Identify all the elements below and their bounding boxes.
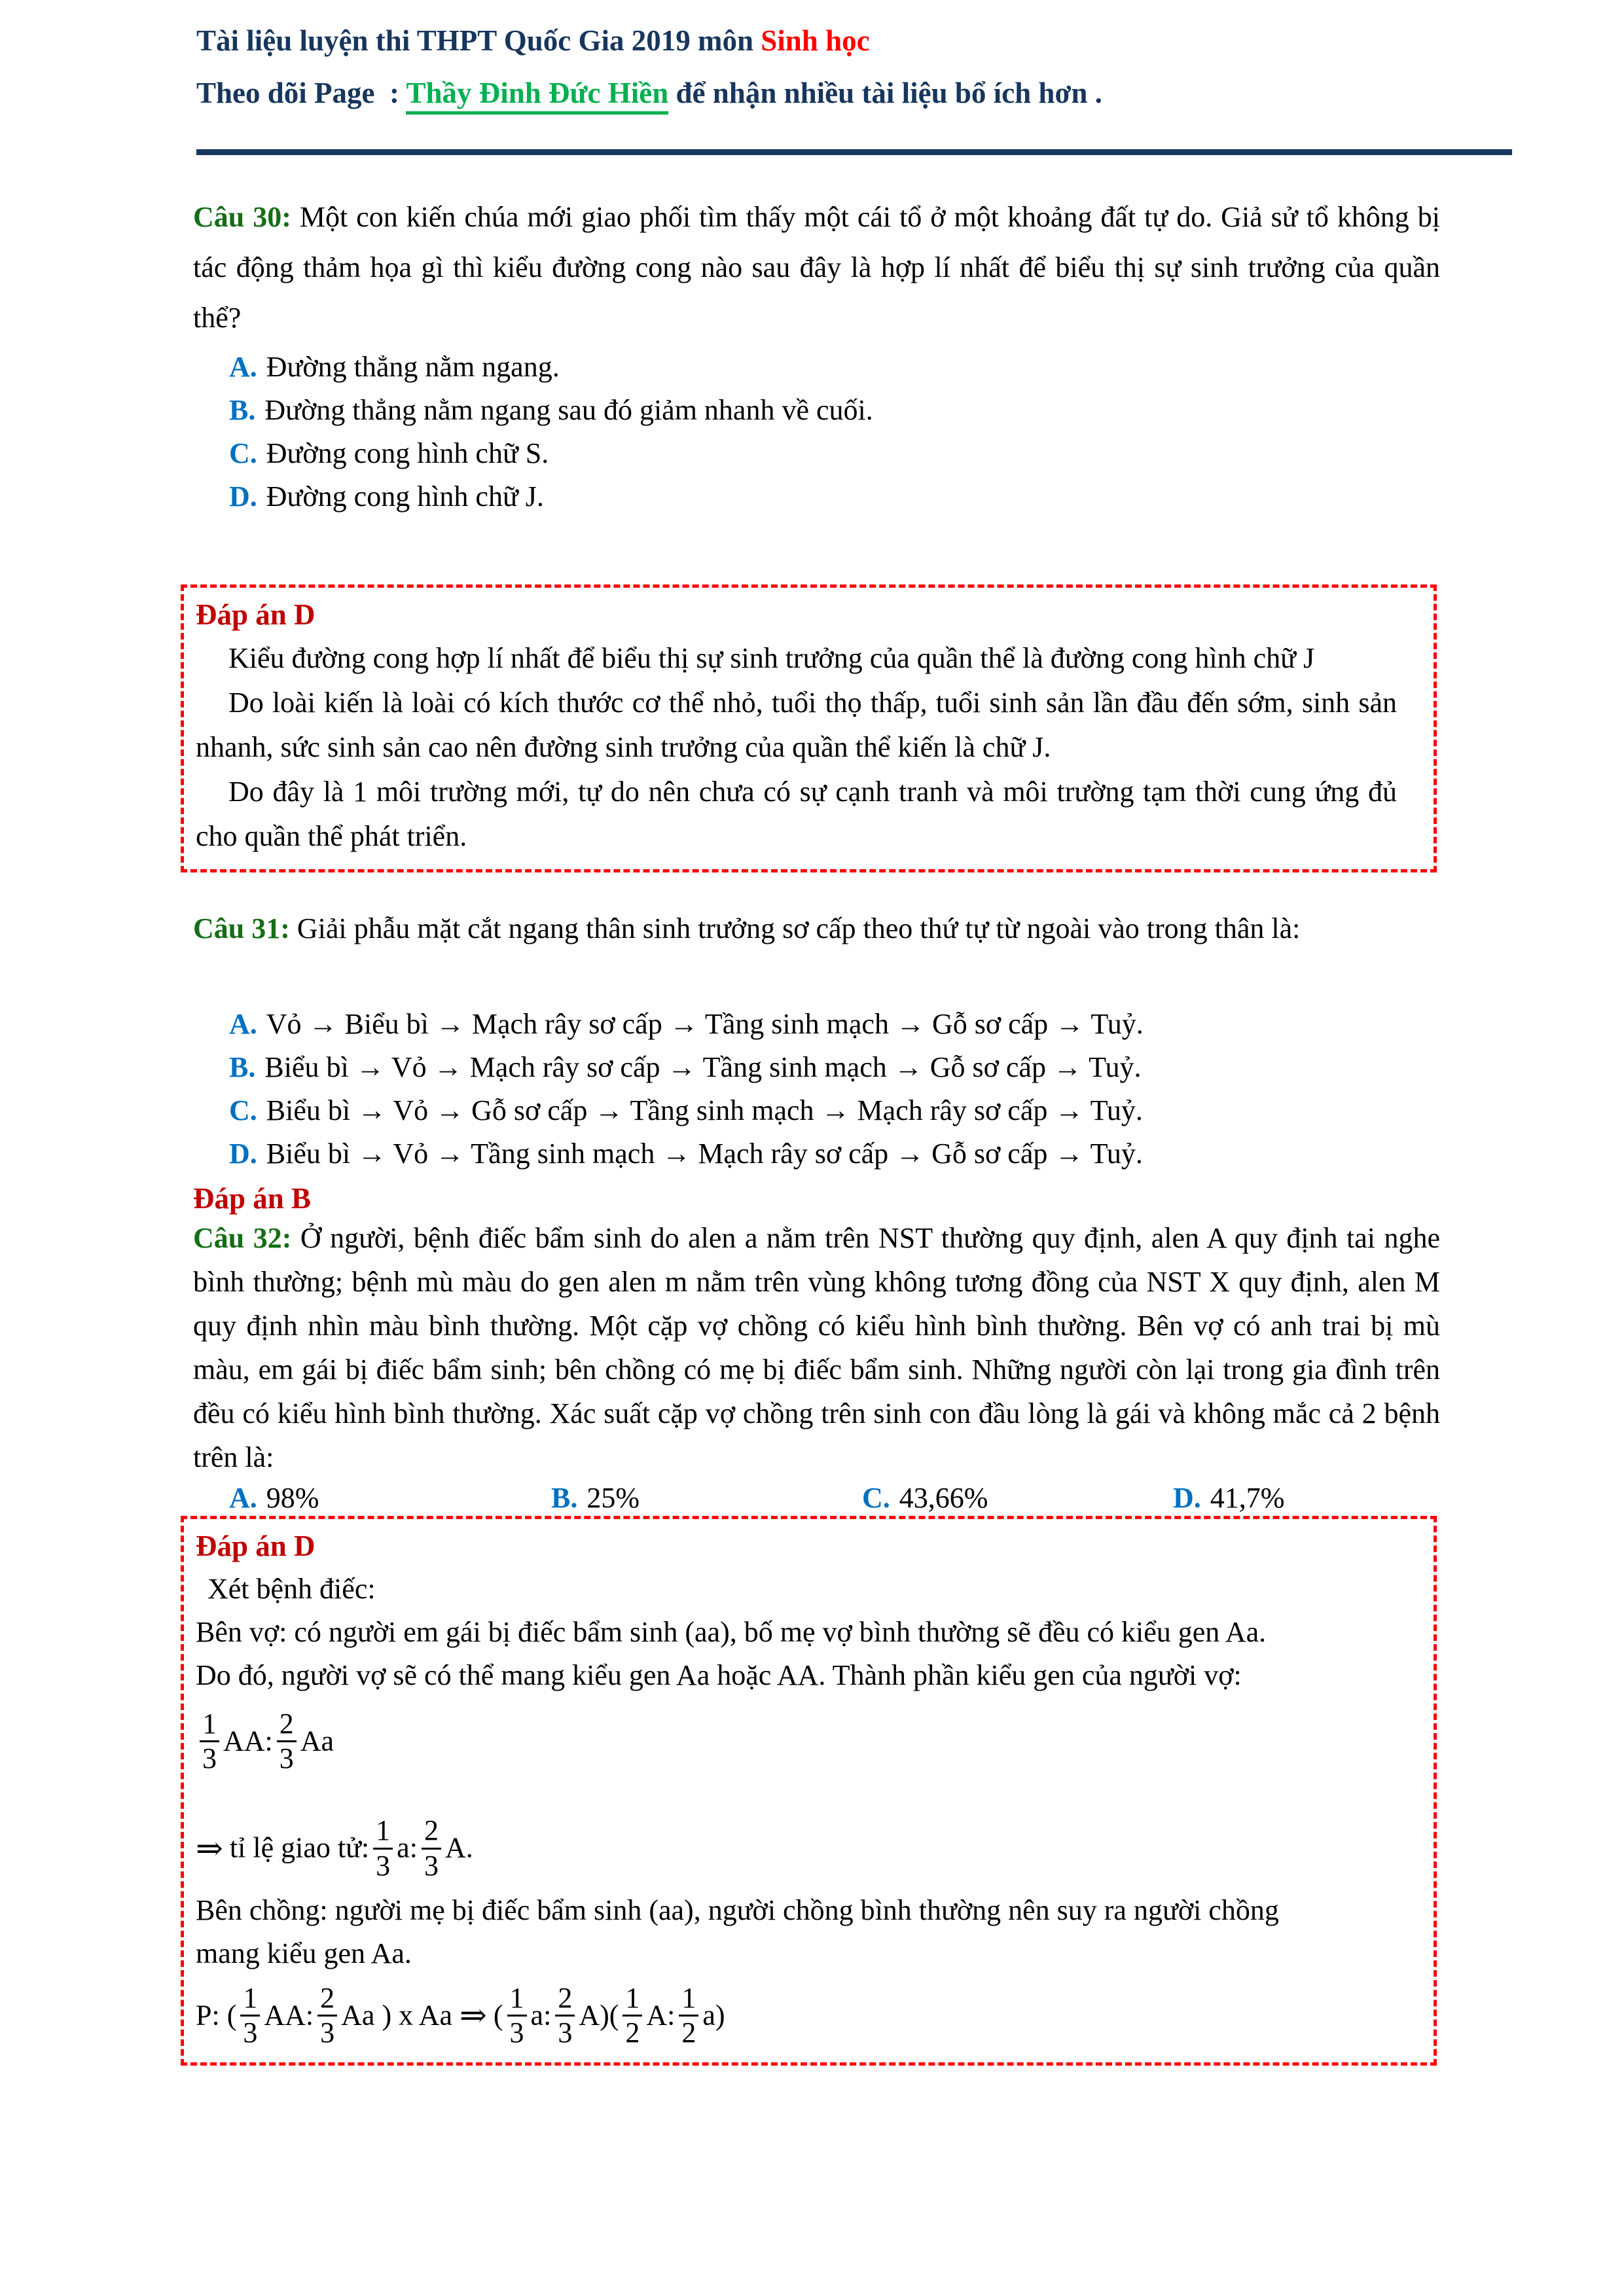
fraction-numerator: 1 bbox=[625, 1981, 640, 2014]
option-letter: B. bbox=[229, 1051, 256, 1083]
fraction bbox=[200, 1709, 219, 1774]
question-31-option-c bbox=[229, 1089, 1440, 1132]
answer-32-wife-line-1: Bên vợ: có người em gái bị điếc bẩm sinh (aa), bố mẹ vợ bình thường sẽ đều có kiểu gen Aa. bbox=[196, 1616, 1267, 1648]
formula-text: A)( bbox=[579, 1999, 619, 2032]
follow-page-prefix: Theo dõi Page : bbox=[196, 77, 406, 109]
fraction-numerator: 1 bbox=[376, 1814, 391, 1847]
fraction-denominator: 3 bbox=[277, 1740, 297, 1774]
option-letter: D. bbox=[229, 1138, 257, 1170]
option-letter: B. bbox=[551, 1482, 578, 1514]
option-text: Biểu bì → Vỏ → Gỗ sơ cấp → Tầng sinh mạch → Mạch rây sơ cấp → Tuỷ. bbox=[266, 1094, 1143, 1126]
answer-30-paragraph-2: Do loài kiến là loài có kích thước cơ thể nhỏ, tuổi thọ thấp, tuổi sinh sản lần đầu đến sớm, sinh sản nhanh, sức sinh sản cao nên đường sinh trưởng của quần thể kiến là chữ J. bbox=[196, 687, 1397, 763]
fraction-denominator: 3 bbox=[373, 1848, 393, 1881]
question-30-option-c bbox=[229, 432, 1440, 475]
question-30 bbox=[193, 192, 1440, 343]
formula-text: ( bbox=[493, 1999, 503, 2032]
fraction-denominator: 3 bbox=[200, 1740, 219, 1774]
wife-genotype-formula bbox=[196, 1701, 1397, 1778]
answer-32-intro: Xét bệnh điếc: bbox=[208, 1573, 376, 1605]
question-32-option-b bbox=[551, 1477, 640, 1520]
option-letter: C. bbox=[862, 1482, 890, 1514]
answer-30-paragraph-3: Do đây là 1 môi trường mới, tự do nên chưa có sự cạnh tranh và môi trường tạm thời cung ứng đủ cho quần thể phát triển. bbox=[196, 776, 1397, 852]
answer-30-label: Đáp án D bbox=[196, 598, 316, 631]
formula-text: P: ( bbox=[196, 1999, 237, 2032]
question-30-option-a bbox=[229, 346, 1440, 389]
question-31-option-d bbox=[229, 1132, 1440, 1175]
fraction-numerator: 2 bbox=[320, 1981, 335, 2014]
fraction-numerator: 1 bbox=[681, 1981, 696, 2014]
option-letter: C. bbox=[229, 1094, 257, 1126]
formula-text: Aa ) x Aa bbox=[341, 1999, 452, 2032]
fraction-denominator: 3 bbox=[422, 1848, 441, 1881]
fraction-numerator: 2 bbox=[558, 1981, 573, 2014]
option-letter: A. bbox=[229, 1482, 257, 1514]
answer-31-label: Đáp án B bbox=[193, 1182, 312, 1215]
question-32-text: Ở người, bệnh điếc bẩm sinh do alen a nằm trên NST thường quy định, alen A quy định tai nghe bình thường; bệnh mù màu do gen alen m nằm trên vùng không tương đồng của NST X quy định, alen M quy định nhìn màu bình thường. Một cặp vợ chồng có kiểu hình bình thường. Bên vợ có anh trai bị mù màu, em gái bị điếc bẩm sinh; bên chồng có mẹ bị điếc bẩm sinh. Những người còn lại trong gia đình trên đều có kiểu hình bình thường. Xác suất cặp vợ chồng trên sinh con đầu lòng là gái và không mắc cả 2 bệnh trên là: bbox=[193, 1222, 1440, 1473]
fraction bbox=[679, 1983, 698, 2048]
fraction bbox=[422, 1816, 441, 1880]
answer-32-husband-line-1: Bên chồng: người mẹ bị điếc bẩm sinh (aa), người chồng bình thường nên suy ra người chồng bbox=[196, 1893, 1279, 1926]
fraction-denominator: 3 bbox=[317, 2015, 337, 2048]
question-30-text: Một con kiến chúa mới giao phối tìm thấy một cái tổ ở một khoảng đất tự do. Giả sử tổ không bị tác động thảm họa gì thì kiểu đường cong nào sau đây là hợp lí nhất để biểu thị sự sinh trưởng của quần thể? bbox=[193, 201, 1441, 334]
option-text: Đường thẳng nằm ngang. bbox=[266, 351, 560, 383]
question-30-option-d bbox=[229, 475, 1440, 518]
option-text: Biểu bì → Vỏ → Tầng sinh mạch → Mạch rây sơ cấp → Gỗ sơ cấp → Tuỷ. bbox=[266, 1138, 1143, 1170]
option-text: 98% bbox=[266, 1482, 319, 1514]
fraction-numerator: 2 bbox=[279, 1708, 294, 1740]
cross-formula bbox=[196, 1975, 1397, 2052]
question-31 bbox=[193, 903, 1440, 954]
answer-32-label: Đáp án D bbox=[196, 1530, 316, 1562]
document-title bbox=[196, 24, 870, 58]
fraction bbox=[623, 1983, 642, 2048]
option-text: Đường thẳng nằm ngang sau đó giảm nhanh về cuối. bbox=[264, 394, 873, 426]
formula-text: AA: bbox=[264, 1999, 314, 2032]
fraction-denominator: 3 bbox=[507, 2015, 527, 2048]
fraction bbox=[555, 1983, 575, 2048]
answer-box-question-30 bbox=[181, 584, 1437, 872]
option-letter: A. bbox=[229, 1008, 257, 1040]
fraction bbox=[317, 1983, 337, 2048]
formula-text: A. bbox=[444, 1832, 473, 1865]
option-text: Đường cong hình chữ J. bbox=[266, 480, 544, 512]
fraction-numerator: 2 bbox=[424, 1814, 439, 1847]
question-32-option-a bbox=[229, 1477, 319, 1520]
header-divider-rule bbox=[196, 149, 1512, 155]
fraction bbox=[507, 1983, 527, 2048]
question-31-option-b bbox=[229, 1046, 1440, 1089]
answer-box-question-32 bbox=[181, 1516, 1437, 2066]
formula-text: a) bbox=[702, 1999, 725, 2032]
formula-text: tỉ lệ giao tử: bbox=[229, 1832, 370, 1865]
option-letter: B. bbox=[229, 394, 256, 426]
fraction bbox=[240, 1983, 260, 2048]
answer-30-paragraph-1: Kiểu đường cong hợp lí nhất để biểu thị sự sinh trưởng của quần thể là đường cong hình chữ J bbox=[228, 642, 1315, 674]
option-letter: A. bbox=[229, 351, 257, 383]
document-title-text: Tài liệu luyện thi THPT Quốc Gia 2019 môn bbox=[196, 24, 761, 57]
option-letter: D. bbox=[1173, 1482, 1201, 1514]
option-text: Đường cong hình chữ S. bbox=[266, 437, 549, 469]
option-letter: D. bbox=[229, 480, 257, 512]
question-31-text: Giải phẫu mặt cắt ngang thân sinh trưởng sơ cấp theo thứ tự từ ngoài vào trong thân là: bbox=[297, 912, 1301, 944]
fraction-numerator: 1 bbox=[243, 1981, 258, 2014]
question-31-options bbox=[229, 1003, 1440, 1175]
question-31-option-a bbox=[229, 1003, 1440, 1046]
question-31-label: Câu 31: bbox=[193, 912, 290, 944]
option-letter: C. bbox=[229, 437, 257, 469]
formula-text: AA: bbox=[223, 1725, 273, 1757]
subject-name: Sinh học bbox=[761, 24, 870, 57]
follow-page-suffix: để nhận nhiều tài liệu bổ ích hơn . bbox=[668, 77, 1102, 109]
option-text: 43,66% bbox=[899, 1482, 988, 1514]
question-30-label: Câu 30: bbox=[193, 201, 291, 233]
fraction bbox=[373, 1816, 393, 1880]
implies-arrow-icon: ⇒ bbox=[196, 1830, 223, 1867]
question-30-options bbox=[229, 346, 1440, 518]
formula-text: a: bbox=[397, 1832, 418, 1865]
question-32 bbox=[193, 1216, 1440, 1479]
formula-text: A: bbox=[646, 1999, 676, 2032]
question-30-option-b bbox=[229, 389, 1440, 432]
teacher-page-link[interactable]: Thầy Đinh Đức Hiền bbox=[406, 77, 668, 115]
question-32-options bbox=[181, 1477, 1443, 1520]
option-text: Vỏ → Biểu bì → Mạch rây sơ cấp → Tầng sinh mạch → Gỗ sơ cấp → Tuỷ. bbox=[266, 1008, 1144, 1040]
answer-32-husband-line-2: mang kiểu gen Aa. bbox=[196, 1937, 412, 1969]
fraction-numerator: 1 bbox=[509, 1981, 524, 2014]
fraction-numerator: 1 bbox=[202, 1708, 217, 1740]
option-text: 41,7% bbox=[1210, 1482, 1285, 1514]
answer-32-wife-line-2: Do đó, người vợ sẽ có thể mang kiểu gen Aa hoặc AA. Thành phần kiểu gen của người vợ: bbox=[196, 1659, 1242, 1691]
formula-text: a: bbox=[530, 1999, 552, 2032]
implies-arrow-icon: ⇒ bbox=[459, 1997, 487, 2034]
fraction-denominator: 3 bbox=[240, 2015, 260, 2048]
fraction-denominator: 2 bbox=[623, 2015, 642, 2048]
fraction-denominator: 2 bbox=[679, 2015, 698, 2048]
follow-page-line bbox=[196, 76, 1102, 110]
fraction-denominator: 3 bbox=[555, 2015, 575, 2048]
option-text: Biểu bì → Vỏ → Mạch rây sơ cấp → Tầng sinh mạch → Gỗ sơ cấp → Tuỷ. bbox=[264, 1051, 1142, 1083]
question-32-option-c bbox=[862, 1477, 988, 1520]
question-32-label: Câu 32: bbox=[193, 1222, 292, 1254]
option-text: 25% bbox=[586, 1482, 640, 1514]
formula-text: Aa bbox=[300, 1725, 334, 1757]
question-32-option-d bbox=[1173, 1477, 1284, 1520]
gamete-ratio-formula bbox=[196, 1808, 1397, 1884]
fraction bbox=[277, 1709, 297, 1774]
